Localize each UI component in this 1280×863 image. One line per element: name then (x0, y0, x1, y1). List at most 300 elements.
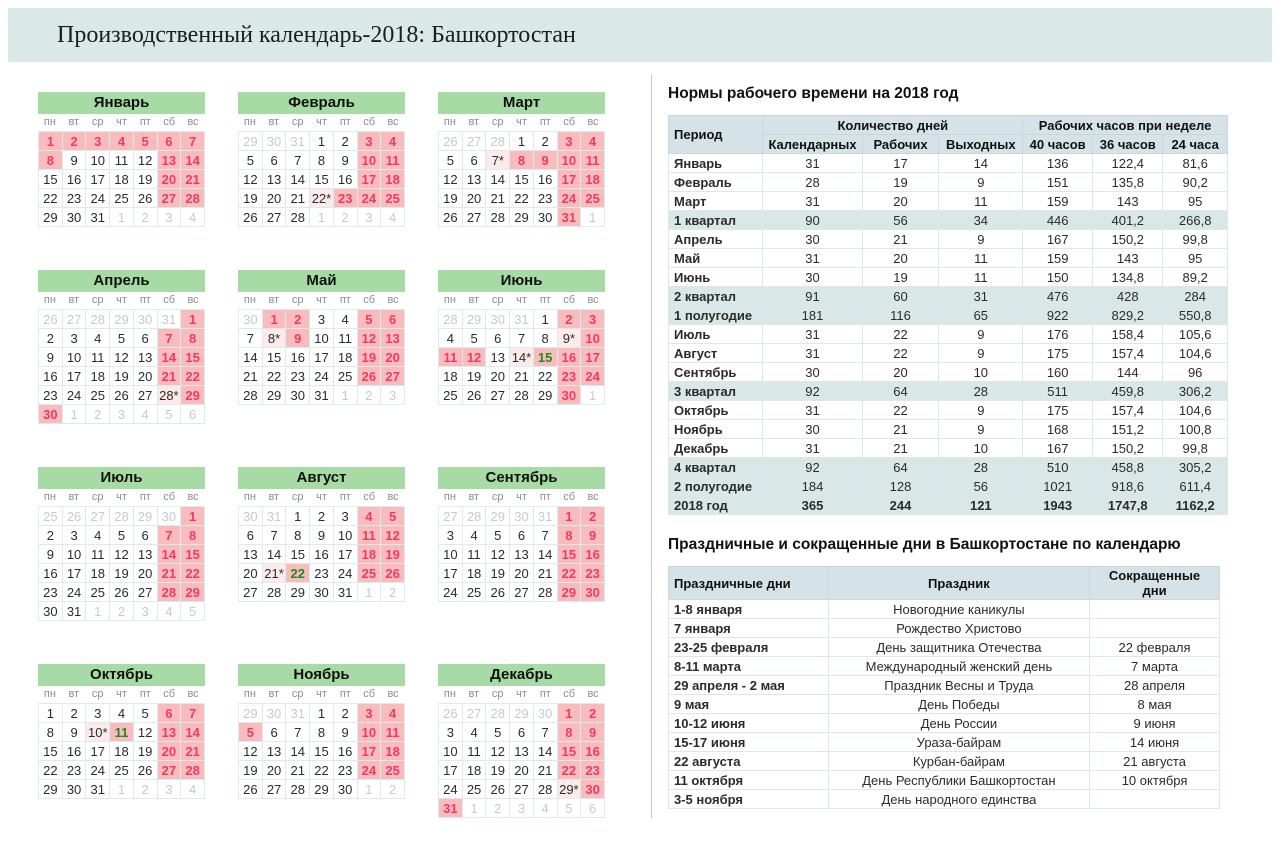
day-cell: 31 (333, 583, 357, 602)
norms-value-cell: 151 (1023, 173, 1093, 192)
day-cell: 29 (286, 583, 310, 602)
day-cell: 29 (462, 310, 486, 329)
shortened-day-cell: 21 августа (1090, 752, 1220, 771)
weekday-label: чт (316, 294, 327, 306)
month-days-grid (38, 131, 205, 227)
day-cell: 25 (581, 189, 605, 208)
norms-table-header (669, 116, 1228, 154)
day-cell: 9 (62, 151, 86, 170)
day-cell: 22 (286, 564, 310, 583)
day-cell: 30 (62, 208, 86, 227)
day-cell: 31 (262, 507, 286, 526)
day-cell: 13 (157, 151, 181, 170)
week-row (439, 526, 605, 545)
day-cell: 2 (133, 208, 157, 227)
week-row (39, 780, 205, 799)
norms-value-cell: 160 (1023, 363, 1093, 382)
day-cell: 19 (133, 742, 157, 761)
month-days-grid (238, 309, 405, 405)
day-cell: 15 (181, 348, 205, 367)
day-cell: 29 (310, 780, 334, 799)
day-cell: 12 (133, 151, 157, 170)
holidays-row (669, 600, 1220, 619)
day-cell: 3 (510, 799, 534, 818)
day-cell: 18 (462, 761, 486, 780)
weekday-label: пт (539, 294, 551, 306)
day-cell: 27 (262, 780, 286, 799)
day-cell: 1 (110, 208, 134, 227)
norms-value-cell: 159 (1023, 249, 1093, 268)
day-cell: 27 (157, 189, 181, 208)
day-cell: 15 (262, 348, 286, 367)
day-cell: 1 (286, 507, 310, 526)
week-row (39, 132, 205, 151)
day-cell: 21 (533, 761, 557, 780)
norms-value-cell: 168 (1023, 420, 1093, 439)
day-cell: 14 (286, 742, 310, 761)
day-cell: 10 (439, 545, 463, 564)
norms-row (669, 306, 1228, 325)
holiday-dates-cell: 11 октября (669, 771, 829, 790)
day-cell: 15 (557, 545, 581, 564)
weekday-header-row (238, 489, 405, 506)
day-cell: 3 (310, 310, 334, 329)
norms-value-cell: 30 (763, 420, 862, 439)
day-cell: 20 (133, 564, 157, 583)
day-cell: 31 (86, 208, 110, 227)
weekday-label: пт (339, 294, 351, 306)
weekday-label: пн (443, 688, 456, 700)
month-title: Апрель (38, 270, 205, 292)
norms-value-cell: 22 (862, 325, 939, 344)
month-days-grid (238, 131, 405, 227)
day-cell: 16 (333, 742, 357, 761)
norms-row (669, 192, 1228, 211)
norms-period-cell: 2 квартал (669, 287, 763, 306)
holidays-header-col-2: Праздник (828, 567, 1089, 600)
day-cell: 4 (381, 132, 405, 151)
day-cell: 29 (486, 507, 510, 526)
day-cell: 31 (62, 602, 86, 621)
day-cell: 28 (462, 507, 486, 526)
day-cell: 1 (357, 780, 381, 799)
norms-value-cell: 90 (763, 211, 862, 230)
day-cell: 30 (310, 583, 334, 602)
page (0, 8, 1280, 818)
day-cell: 4 (533, 799, 557, 818)
holiday-name-cell: Международный женский день (828, 657, 1089, 676)
day-cell: 20 (510, 761, 534, 780)
week-row (239, 170, 405, 189)
day-cell: 28 (533, 583, 557, 602)
day-cell: 6 (157, 132, 181, 151)
day-cell: 27 (133, 386, 157, 405)
day-cell: 7 (181, 132, 205, 151)
weekday-label: сб (563, 688, 576, 700)
norms-period-cell: Сентябрь (669, 363, 763, 382)
day-cell: 17 (62, 564, 86, 583)
day-cell: 1 (557, 507, 581, 526)
day-cell: 20 (462, 189, 486, 208)
weekday-label: вт (468, 688, 480, 700)
month-calendar-5 (238, 270, 405, 405)
holidays-row (669, 695, 1220, 714)
norms-row (669, 154, 1228, 173)
norms-value-cell: 1021 (1023, 477, 1093, 496)
norms-value-cell: 143 (1093, 192, 1163, 211)
weekday-label: вт (68, 116, 80, 128)
day-cell: 2 (310, 507, 334, 526)
day-cell: 5 (110, 526, 134, 545)
day-cell: 10 (333, 526, 357, 545)
holiday-name-cell: День защитника Отечества (828, 638, 1089, 657)
day-cell: 20 (133, 367, 157, 386)
day-cell: 29 (39, 208, 63, 227)
month-calendar-9 (438, 467, 605, 602)
month-calendar-1 (38, 92, 205, 227)
weekday-label: ср (491, 688, 504, 700)
day-cell: 28 (181, 761, 205, 780)
weekday-label: пт (539, 116, 551, 128)
day-cell: 22 (533, 367, 557, 386)
holiday-name-cell: Курбан-байрам (828, 752, 1089, 771)
week-row (239, 704, 405, 723)
day-cell: 28 (110, 507, 134, 526)
norms-value-cell: 144 (1093, 363, 1163, 382)
day-cell: 25 (333, 367, 357, 386)
day-cell: 18 (86, 367, 110, 386)
norms-value-cell: 1747,8 (1093, 496, 1163, 515)
day-cell: 15 (39, 742, 63, 761)
norms-row (669, 420, 1228, 439)
day-cell: 19 (381, 545, 405, 564)
day-cell: 4 (439, 329, 463, 348)
day-cell: 21 (239, 367, 263, 386)
day-cell: 14 (157, 545, 181, 564)
week-row (439, 704, 605, 723)
day-cell: 4 (381, 208, 405, 227)
month-title: Сентябрь (438, 467, 605, 489)
day-cell: 24 (357, 761, 381, 780)
month-calendar-11 (238, 664, 405, 799)
norms-value-cell: 31 (763, 439, 862, 458)
week-row (439, 132, 605, 151)
day-cell: 9 (39, 545, 63, 564)
day-cell: 21 (510, 367, 534, 386)
day-cell: 1 (181, 507, 205, 526)
day-cell: 21 (286, 189, 310, 208)
weekday-label: пт (139, 294, 151, 306)
day-cell: 24 (86, 761, 110, 780)
norms-row (669, 211, 1228, 230)
norms-value-cell: 459,8 (1093, 382, 1163, 401)
week-row (439, 386, 605, 405)
day-cell: 9 (310, 526, 334, 545)
weekday-label: вт (68, 688, 80, 700)
day-cell: 3 (62, 526, 86, 545)
day-cell: 8 (533, 329, 557, 348)
norms-value-cell: 9 (939, 173, 1023, 192)
day-cell: 19 (486, 564, 510, 583)
day-cell: 2 (86, 405, 110, 424)
day-cell: 23 (333, 189, 357, 208)
holiday-dates-cell: 1-8 января (669, 600, 829, 619)
weekday-label: вс (187, 688, 199, 700)
holiday-name-cell: День народного единства (828, 790, 1089, 809)
day-cell: 30 (133, 310, 157, 329)
day-cell: 13 (486, 348, 510, 367)
day-cell: 4 (581, 132, 605, 151)
shortened-day-cell: 10 октября (1090, 771, 1220, 790)
norms-value-cell: 56 (862, 211, 939, 230)
norms-value-cell: 20 (862, 363, 939, 382)
day-cell: 9 (581, 526, 605, 545)
week-row (239, 310, 405, 329)
day-cell: 18 (86, 564, 110, 583)
norms-value-cell: 176 (1023, 325, 1093, 344)
day-cell: 27 (86, 507, 110, 526)
month-days-grid (38, 703, 205, 799)
weekday-label: вт (268, 491, 280, 503)
day-cell: 4 (181, 780, 205, 799)
month-days-grid (438, 131, 605, 227)
day-cell: 4 (357, 507, 381, 526)
day-cell: 1 (510, 132, 534, 151)
day-cell: 5 (357, 310, 381, 329)
holiday-name-cell: Праздник Весны и Труда (828, 676, 1089, 695)
week-row (239, 583, 405, 602)
day-cell: 25 (381, 761, 405, 780)
norms-period-cell: Март (669, 192, 763, 211)
day-cell: 26 (381, 564, 405, 583)
day-cell: 23 (557, 367, 581, 386)
week-row (39, 189, 205, 208)
week-row (239, 723, 405, 742)
day-cell: 23 (333, 761, 357, 780)
day-cell: 10 (62, 348, 86, 367)
holiday-dates-cell: 3-5 ноября (669, 790, 829, 809)
shortened-day-cell (1090, 600, 1220, 619)
weekday-label: чт (516, 491, 527, 503)
weekday-label: вт (468, 116, 480, 128)
day-cell: 12 (486, 545, 510, 564)
norms-value-cell: 22 (862, 344, 939, 363)
week-row (239, 348, 405, 367)
month-days-grid (238, 506, 405, 602)
day-cell: 5 (181, 602, 205, 621)
norms-value-cell: 21 (862, 420, 939, 439)
day-cell: 25 (39, 507, 63, 526)
norms-value-cell: 30 (763, 363, 862, 382)
day-cell: 8 (286, 526, 310, 545)
day-cell: 1 (581, 386, 605, 405)
day-cell: 13 (381, 329, 405, 348)
month-calendar-4 (38, 270, 205, 424)
norms-value-cell: 10 (939, 363, 1023, 382)
day-cell: 11 (381, 723, 405, 742)
day-cell: 1 (39, 704, 63, 723)
day-cell: 3 (357, 208, 381, 227)
day-cell: 31 (157, 310, 181, 329)
day-cell: 2 (357, 386, 381, 405)
day-cell: 5 (462, 329, 486, 348)
norms-value-cell: 105,6 (1163, 325, 1228, 344)
week-row (239, 367, 405, 386)
day-cell: 28 (510, 386, 534, 405)
holiday-name-cell: День России (828, 714, 1089, 733)
holidays-title: Праздничные и сокращенные дни в Башкортостане по календарю (668, 536, 1181, 553)
day-cell: 2 (39, 526, 63, 545)
weekday-label: сб (163, 491, 176, 503)
day-cell: 29 (557, 583, 581, 602)
day-cell: 16 (286, 348, 310, 367)
week-row (39, 367, 205, 386)
week-row (39, 170, 205, 189)
norms-value-cell: 90,2 (1163, 173, 1228, 192)
day-cell: 3 (581, 310, 605, 329)
day-cell: 11 (110, 723, 134, 742)
day-cell: 17 (86, 170, 110, 189)
week-row (439, 310, 605, 329)
day-cell: 20 (157, 742, 181, 761)
month-title: Январь (38, 92, 205, 114)
day-cell: 20 (262, 189, 286, 208)
norms-row (669, 363, 1228, 382)
norms-header-sub-5: 36 часов (1093, 135, 1163, 154)
day-cell: 1 (581, 208, 605, 227)
day-cell: 15 (39, 170, 63, 189)
day-cell: 5 (157, 405, 181, 424)
day-cell: 12 (486, 742, 510, 761)
norms-value-cell: 31 (763, 325, 862, 344)
day-cell: 28 (286, 208, 310, 227)
day-cell: 4 (133, 405, 157, 424)
day-cell: 1 (110, 780, 134, 799)
norms-value-cell: 95 (1163, 249, 1228, 268)
day-cell: 3 (333, 507, 357, 526)
norms-value-cell: 306,2 (1163, 382, 1228, 401)
day-cell: 13 (133, 348, 157, 367)
weekday-label: ср (91, 688, 104, 700)
day-cell: 30 (533, 704, 557, 723)
norms-value-cell: 64 (862, 382, 939, 401)
day-cell: 7 (533, 723, 557, 742)
day-cell: 1 (262, 310, 286, 329)
month-days-grid (38, 506, 205, 621)
day-cell: 26 (439, 132, 463, 151)
day-cell: 12 (110, 545, 134, 564)
day-cell: 17 (557, 170, 581, 189)
day-cell: 21 (181, 170, 205, 189)
norms-period-cell: Октябрь (669, 401, 763, 420)
weekday-label: чт (316, 688, 327, 700)
day-cell: 14 (262, 545, 286, 564)
day-cell: 26 (439, 208, 463, 227)
day-cell: 25 (357, 564, 381, 583)
month-title: Июль (38, 467, 205, 489)
day-cell: 31 (439, 799, 463, 818)
day-cell: 29 (239, 704, 263, 723)
day-cell: 10* (86, 723, 110, 742)
day-cell: 11 (110, 151, 134, 170)
day-cell: 15 (310, 170, 334, 189)
day-cell: 30 (557, 386, 581, 405)
day-cell: 11 (462, 545, 486, 564)
holiday-name-cell: Новогодние каникулы (828, 600, 1089, 619)
week-row (239, 507, 405, 526)
week-row (39, 704, 205, 723)
day-cell: 2 (333, 208, 357, 227)
weekday-header-row (238, 114, 405, 131)
day-cell: 28 (486, 704, 510, 723)
day-cell: 23 (310, 564, 334, 583)
day-cell: 25 (110, 189, 134, 208)
day-cell: 5 (486, 526, 510, 545)
day-cell: 20 (486, 367, 510, 386)
weekday-header-row (38, 686, 205, 703)
day-cell: 7 (286, 151, 310, 170)
weekday-label: сб (163, 294, 176, 306)
weekday-label: пн (43, 491, 56, 503)
day-cell: 8 (39, 151, 63, 170)
weekday-label: пн (243, 688, 256, 700)
day-cell: 28 (286, 780, 310, 799)
day-cell: 17 (86, 742, 110, 761)
day-cell: 2 (381, 780, 405, 799)
week-row (439, 583, 605, 602)
holiday-dates-cell: 7 января (669, 619, 829, 638)
norms-value-cell: 611,4 (1163, 477, 1228, 496)
day-cell: 30 (39, 602, 63, 621)
week-row (39, 761, 205, 780)
norms-value-cell: 28 (763, 173, 862, 192)
holiday-dates-cell: 23-25 февраля (669, 638, 829, 657)
day-cell: 30 (533, 208, 557, 227)
norms-value-cell: 428 (1093, 287, 1163, 306)
day-cell: 22 (557, 761, 581, 780)
day-cell: 2 (133, 780, 157, 799)
norms-header-sub-2: Рабочих (862, 135, 939, 154)
day-cell: 2 (333, 704, 357, 723)
norms-value-cell: 184 (763, 477, 862, 496)
day-cell: 24 (439, 583, 463, 602)
day-cell: 7 (510, 329, 534, 348)
holidays-row (669, 676, 1220, 695)
norms-value-cell: 64 (862, 458, 939, 477)
week-row (439, 367, 605, 386)
norms-value-cell: 60 (862, 287, 939, 306)
day-cell: 5 (439, 151, 463, 170)
day-cell: 22 (557, 564, 581, 583)
month-calendar-6 (438, 270, 605, 405)
day-cell: 8 (310, 151, 334, 170)
day-cell: 7 (157, 329, 181, 348)
day-cell: 28 (533, 780, 557, 799)
page-title: Производственный календарь-2018: Башкортостан (57, 21, 576, 48)
shortened-day-cell: 9 июня (1090, 714, 1220, 733)
holidays-header-col-3: Сокращенные дни (1090, 567, 1220, 600)
week-row (239, 564, 405, 583)
day-cell: 10 (439, 742, 463, 761)
norms-header-sub-4: 40 часов (1023, 135, 1093, 154)
norms-row (669, 382, 1228, 401)
day-cell: 6 (239, 526, 263, 545)
shortened-day-cell: 7 марта (1090, 657, 1220, 676)
weekday-label: пн (443, 294, 456, 306)
norms-value-cell: 11 (939, 249, 1023, 268)
weekday-label: ср (491, 491, 504, 503)
day-cell: 27 (381, 367, 405, 386)
